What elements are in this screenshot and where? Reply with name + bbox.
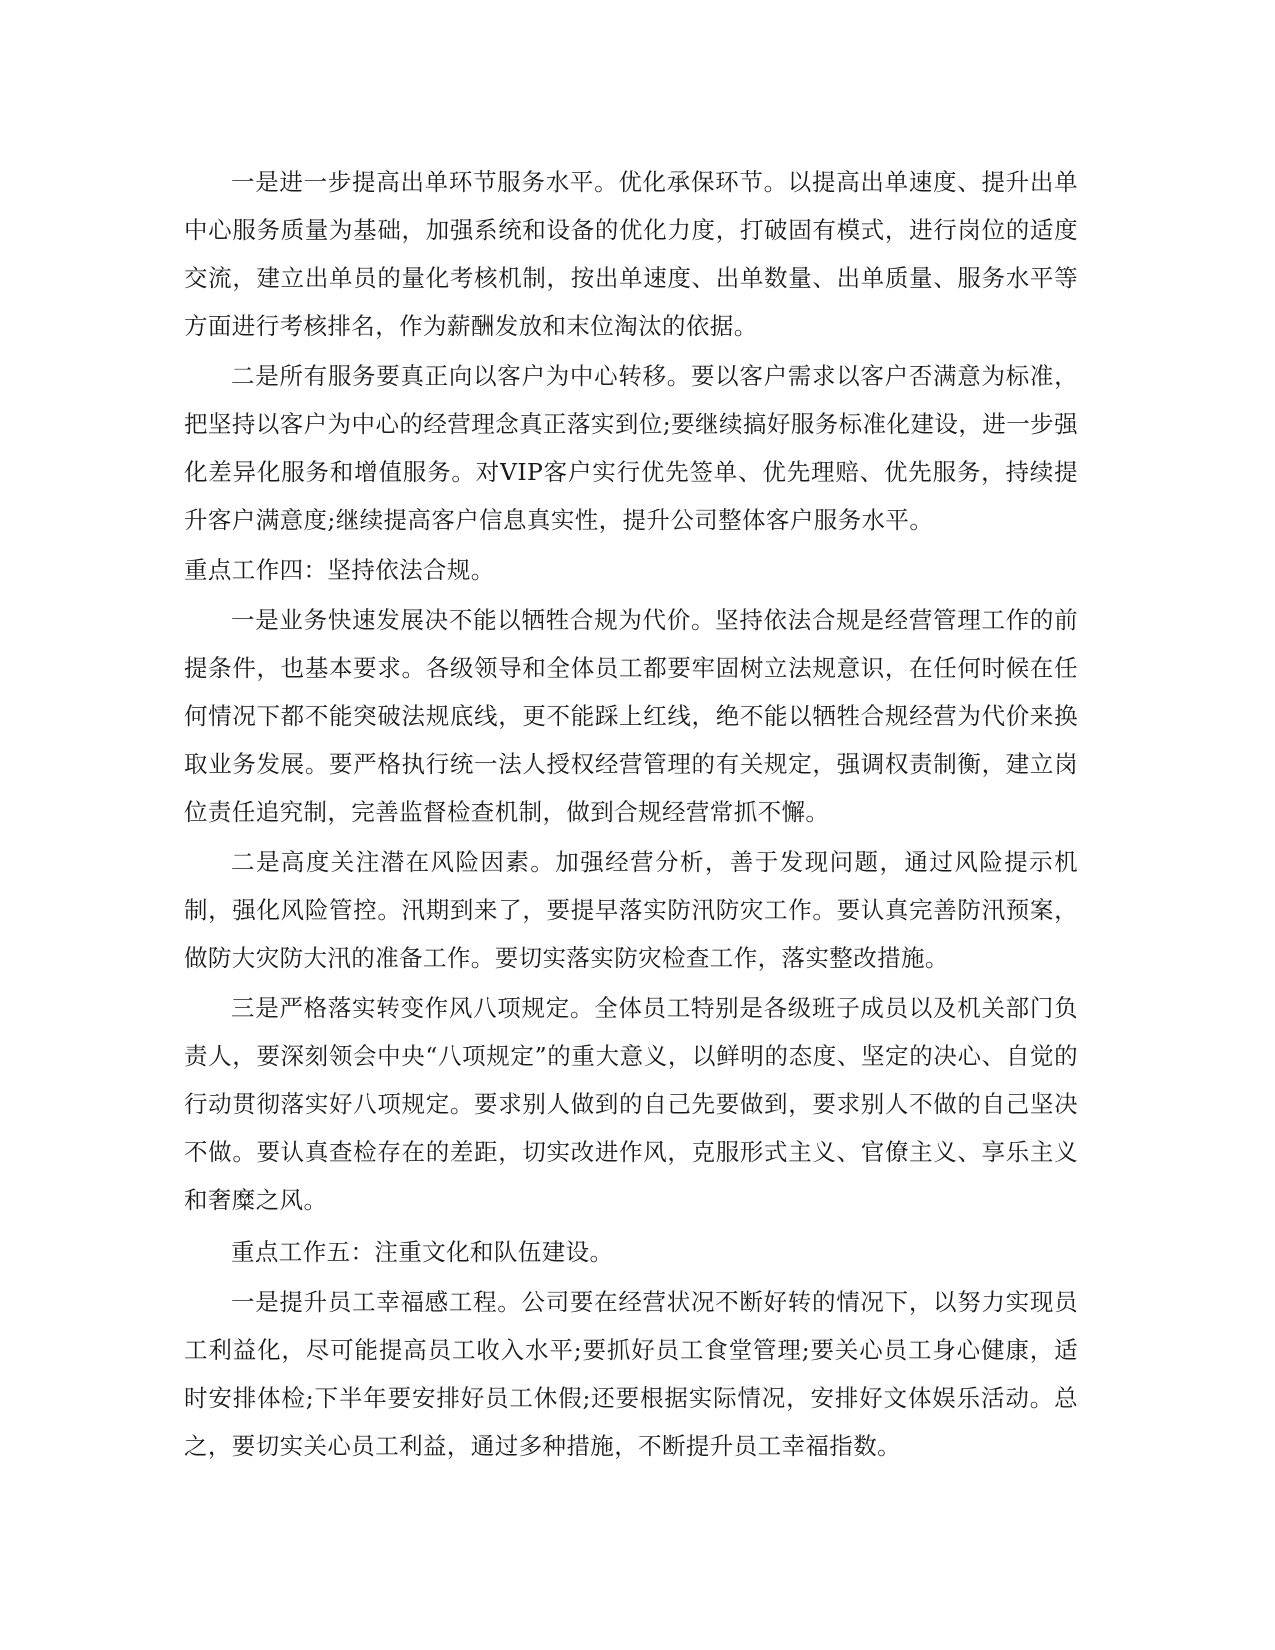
section-heading-5: 重点工作五：注重文化和队伍建设。 bbox=[231, 1238, 614, 1266]
paragraph-5: 三是严格落实转变作风八项规定。全体员工特别是各级班子成员以及机关部门负责人，要深刻领会中央“八项规定”的重大意义，以鲜明的态度、坚定的决心、自觉的行动贯彻落实好八项规定。要求别人做到的自己先要做到，要求别人不做的自己坚决不做。要认真查检存在的差距，切实改进作风，克服形式主义、官僚主义、享乐主义和奢糜之风。 bbox=[184, 994, 1078, 1214]
paragraph-4: 二是高度关注潜在风险因素。加强经营分析，善于发现问题，通过风险提示机制，强化风险管控。汛期到来了，要提早落实防汛防灾工作。要认真完善防汛预案，做防大灾防大汛的准备工作。要切实落实防灾检查工作，落实整改措施。 bbox=[184, 848, 1078, 972]
document-body bbox=[184, 158, 1078, 1472]
paragraph-3: 一是业务快速发展决不能以牺牲合规为代价。坚持依法合规是经营管理工作的前提条件，也基本要求。各级领导和全体员工都要牢固树立法规意识，在任何时候在任何情况下都不能突破法规底线，更不能踩上红线，绝不能以牺牲合规经营为代价来换取业务发展。要严格执行统一法人授权经营管理的有关规定，强调权责制衡，建立岗位责任追究制，完善监督检查机制，做到合规经营常抓不懈。 bbox=[184, 606, 1078, 826]
section-heading-4: 重点工作四：坚持依法合规。 bbox=[184, 556, 495, 584]
paragraph-6: 一是提升员工幸福感工程。公司要在经营状况不断好转的情况下，以努力实现员工利益化，尽可能提高员工收入水平;要抓好员工食堂管理;要关心员工身心健康，适时安排体检;下半年要安排好员工休假;还要根据实际情况，安排好文体娱乐活动。总之，要切实关心员工利益，通过多种措施，不断提升员工幸福指数。 bbox=[184, 1288, 1078, 1460]
paragraph-2: 二是所有服务要真正向以客户为中心转移。要以客户需求以客户否满意为标准，把坚持以客户为中心的经营理念真正落实到位;要继续搞好服务标准化建设，进一步强化差异化服务和增值服务。对VIP客户实行优先签单、优先理赔、优先服务，持续提升客户满意度;继续提高客户信息真实性，提升公司整体客户服务水平。 bbox=[184, 362, 1078, 534]
paragraph-1: 一是进一步提高出单环节服务水平。优化承保环节。以提高出单速度、提升出单中心服务质量为基础，加强系统和设备的优化力度，打破固有模式，进行岗位的适度交流，建立出单员的量化考核机制，按出单速度、出单数量、出单质量、服务水平等方面进行考核排名，作为薪酬发放和末位淘汰的依据。 bbox=[184, 168, 1078, 340]
